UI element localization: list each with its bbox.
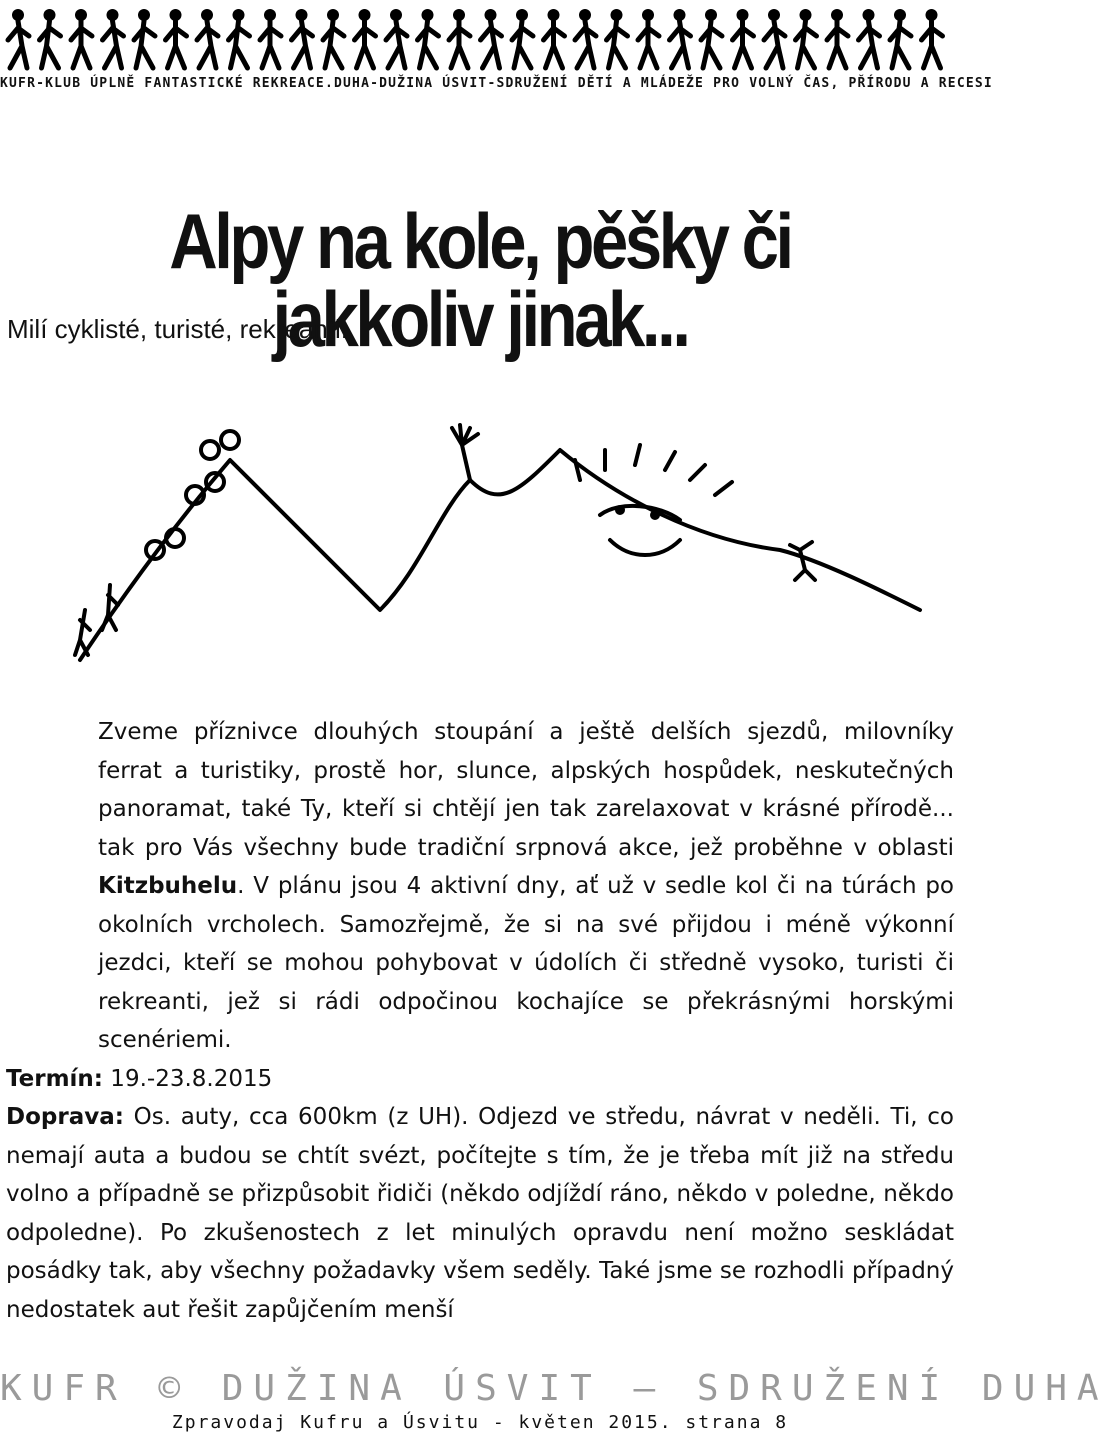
paragraph-text: . V plánu jsou 4 aktivní dny, ať už v sedle kol či na túrách po okolních vrcholech. Samozřejmě, že si na své přijdou i méně výkonní jezdci, kteří se mohou pohybovat v údolích či středně vysoko, turisti či rekreanti, jež si rádi odpočinou kochajíce se překrásnými horskými scenériemi. (98, 873, 954, 1053)
greeting: Milí cyklisté, turisté, rekreanti. (7, 314, 348, 344)
club-header-line: KUFR-KLUB ÚPLNĚ FANTASTICKÉ REKREACE.DUHA-DUŽINA ÚSVIT-SDRUŽENÍ DĚTÍ A MLÁDEŽE PRO VOLNÝ ČAS, PŘÍRODU A RECESI (0, 76, 993, 91)
stick-figure-icon (544, 9, 565, 68)
mountains-illustration (60, 420, 930, 670)
stick-figure-icon (859, 9, 880, 68)
header-band (0, 0, 993, 110)
transport-text: Os. auty, cca 600km (z UH). Odjezd ve středu, návrat v neděli. Ti, co nemají auta a budou se chtít svézt, počítejte s tím, že je třeba mít již na středu volno a případně se přizpůsobit řidiči (někdo odjíždí ráno, někdo v poledne, někdo odpoledne). Po zkušenostech z let minulých opravdu není možno seskládat posádky tak, aby všechny požadavky všem seděly. Také jsme se rozhodli případný nedostatek aut řešit zapůjčením menší (6, 1104, 954, 1323)
stick-figure-icon (197, 9, 218, 68)
transport-label: Doprava: (6, 1104, 124, 1130)
term-value: 19.-23.8.2015 (103, 1065, 273, 1092)
stick-figure-icon (292, 9, 313, 68)
stick-figure-icon (40, 9, 61, 68)
stick-figure-icon (827, 9, 848, 68)
footer-logo: KUFR © DUŽINA ÚSVIT – SDRUŽENÍ DUHA (0, 1368, 1109, 1409)
stick-figure-icon (481, 9, 502, 68)
footer-issue-line: Zpravodaj Kufru a Úsvitu - květen 2015. strana 8 (171, 1412, 789, 1433)
location-name: Kitzbuhelu (98, 873, 238, 899)
page-title: Alpy na kole, pěšky či jakkoliv jinak... (169, 197, 791, 364)
stick-figure-icon (449, 9, 470, 68)
stick-figure-icon (638, 9, 659, 68)
stick-figure-icon (890, 9, 911, 68)
term-label: Termín: (6, 1065, 103, 1092)
stick-figure-icon (103, 9, 124, 68)
stick-figure-icon (386, 9, 407, 68)
stick-figure-icon (701, 9, 722, 68)
article-body (6, 713, 954, 1329)
stick-figure-icon (670, 9, 691, 68)
stick-figure-icon (134, 9, 155, 68)
stick-figure-icon (796, 9, 817, 68)
stick-figure-icon (418, 9, 439, 68)
stick-figure-icon (323, 9, 344, 68)
stick-figure-icon (166, 9, 187, 68)
stick-figure-icon (260, 9, 281, 68)
stick-figure-icon (575, 9, 596, 68)
stick-figure-icon (922, 9, 943, 68)
stick-figure-icon (71, 9, 92, 68)
stick-figure-icon (512, 9, 533, 68)
stick-figure-icon (764, 9, 785, 68)
transport-paragraph (6, 1098, 954, 1329)
article-paragraph-1 (6, 713, 954, 1060)
stick-figure-icon (355, 9, 376, 68)
waving-hand-icon (452, 425, 478, 480)
stick-figure-icon (229, 9, 250, 68)
stick-figures-banner (4, 6, 956, 74)
stick-figure-icon (607, 9, 628, 68)
term-line (6, 1060, 954, 1099)
stick-figure-icon (733, 9, 754, 68)
paragraph-text: Zveme příznivce dlouhých stoupání a ještě delších sjezdů, milovníky ferrat a turistiky, prostě hor, slunce, alpských hospůdek, neskutečných panoramat, také Ty, kteří si chtějí jen tak zarelaxovat v krásné přírodě... tak pro Vás všechny bude tradiční srpnová akce, jež proběhne v oblasti (98, 719, 954, 861)
stick-figure-icon (8, 9, 29, 68)
